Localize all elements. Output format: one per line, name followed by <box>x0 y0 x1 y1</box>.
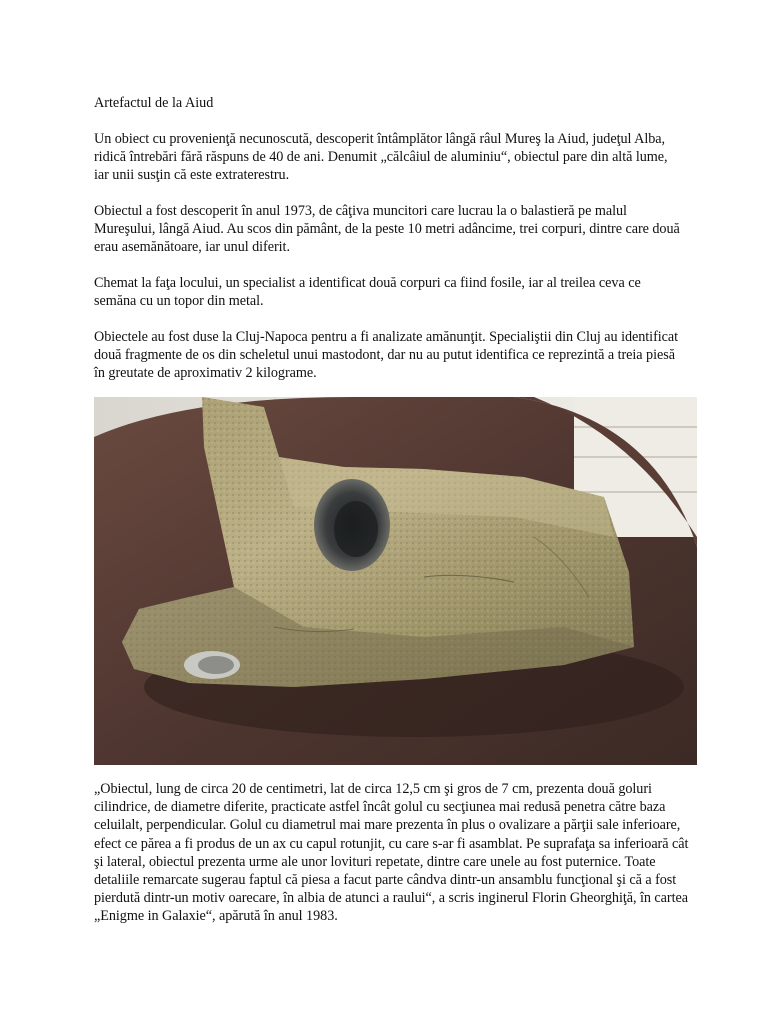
paragraph-intro: Un obiect cu provenienţă necunoscută, descoperit întâmplător lângă râul Mureş la Aiud, judeţul Alba, ridică întrebări fără răspuns de 40 de ani. Denumit „călcâiul de aluminiu“, obiectul pare din altă lume, iar unii susţin că este extraterestru. <box>94 131 668 183</box>
paragraph-discovery: Obiectul a fost descoperit în anul 1973, de câţiva muncitori care lucrau la o balastieră pe malul Mureşului, lângă Aiud. Au scos din pământ, de la peste 10 metri adâncime, trei corpuri, dintre care două erau asemănătoare, iar unul diferit. <box>94 203 680 255</box>
artifact-photo-icon <box>94 397 697 765</box>
quote-paragraph: „Obiectul, lung de circa 20 de centimetri, lat de circa 12,5 cm şi gros de 7 cm, prezenta două goluri cilindrice, de diametre diferite, practicate astfel încât golul cu secţiunea mai redusă penetra către baza celuilalt, perpendicular. Golul cu diametrul mai mare prezenta în plus o ovalizare a părţii sale inferioare, efect ce părea a fi produs de un ax cu capul rotunjit, cu care s-ar fi asamblat. Pe suprafaţa sa inferioară cât şi lateral, obiectul prezenta urme ale unor lovituri repetate, dintre care unele au fost puternice. Toate detaliile remarcate sugerau faptul că piesa a facut parte cândva dintr-un ansamblu funcţional şi că a fost pierdută dintr-un motiv oarecare, în albia de atunci a raului“, a scris inginerul Florin Gheorghiţă, în cartea „Enigme in Galaxie“, apărută în anul 1983. <box>94 781 689 925</box>
document-title: Artefactul de la Aiud <box>94 95 214 111</box>
document-body <box>94 94 684 400</box>
paragraph-specialist: Chemat la faţa locului, un specialist a identificat două corpuri ca fiind fosile, iar al treilea ceva ce semăna cu un topor din metal. <box>94 275 641 309</box>
paragraph-analysis: Obiectele au fost duse la Cluj-Napoca pentru a fi analizate amănunţit. Specialiştii din Cluj au identificat două fragmente de os din scheletul unui mastodont, dar nu au putut identifica ce reprezintă a treia piesă în greutate de aproximativ 2 kilograme. <box>94 329 679 381</box>
artifact-photo <box>94 397 697 765</box>
